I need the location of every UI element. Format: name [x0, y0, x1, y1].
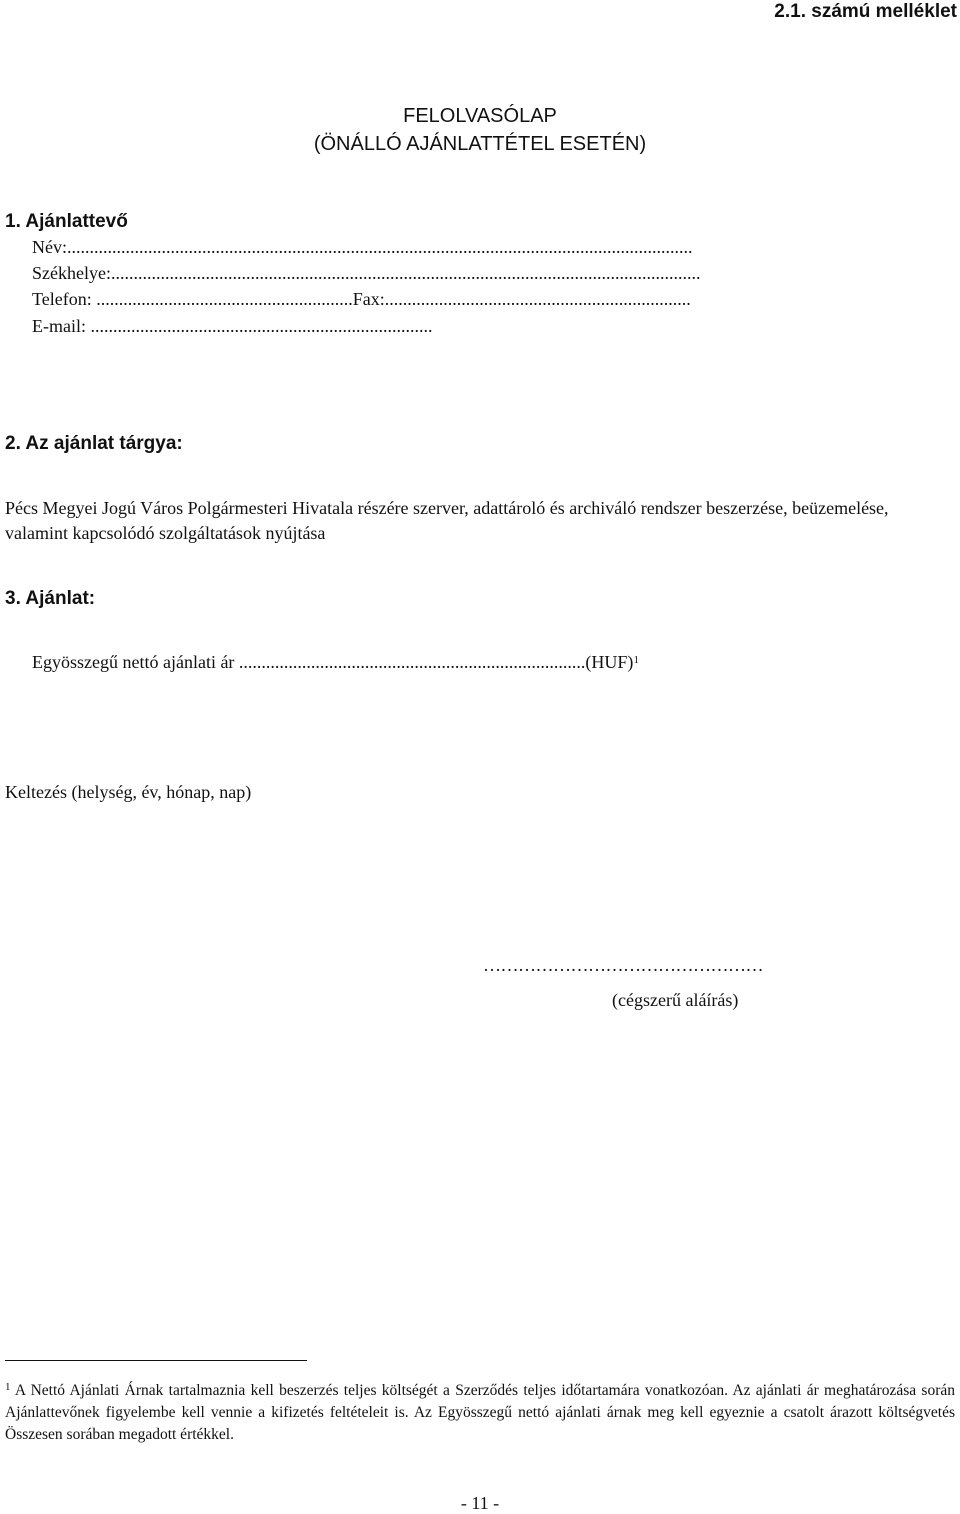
footnote-marker: 1 [5, 1381, 11, 1393]
signature-label: (cégszerű aláírás) [612, 990, 739, 1010]
document-title: FELOLVASÓLAP [403, 105, 557, 127]
email-field: E-mail: ............................................................................ [32, 316, 433, 336]
page-number: - 11 - [460, 1493, 500, 1513]
section-1-heading: 1. Ajánlattevő [5, 211, 128, 232]
price-line [32, 652, 639, 673]
price-line-text: Egyösszegű nettó ajánlati ár .............................................................................(HUF) [32, 652, 634, 672]
subject-paragraph: Pécs Megyei Jogú Város Polgármesteri Hivatala részére szerver, adattároló és archiváló rendszer beszerzése, beüzemelése, valamint kapcsolódó szolgáltatások nyújtása [5, 498, 889, 543]
footnote [5, 1376, 955, 1446]
dating-label: Keltezés (helység, év, hónap, nap) [5, 782, 252, 802]
phone-fax-field: Telefon: .........................................................Fax:.................................................................... [32, 289, 691, 309]
footnote-separator [5, 1360, 307, 1361]
price-footnote-marker: 1 [633, 654, 639, 666]
signature-line: ………………………………………… [483, 955, 763, 975]
footnote-text: A Nettó Ajánlati Árnak tartalmaznia kell beszerzés teljes költségét a Szerződés teljes időtartamára vonatkozóan. Az ajánlati ár meghatározása során Ajánlattevőnek figyelembe kell vennie a kifizetés feltételeit is. Az Egyösszegű nettó ajánlati árnak meg kell egyeznie a csatolt árazott költségvetés Összesen sorában megadott értékkel. [5, 1382, 955, 1443]
seat-field: Székhelye:................................................................................................................................... [32, 263, 701, 283]
section-2-heading: 2. Az ajánlat tárgya: [5, 433, 183, 454]
section-3-heading: 3. Ajánlat: [5, 588, 96, 609]
name-field: Név:........................................................................................................................................... [32, 237, 693, 257]
document-subtitle: (ÖNÁLLÓ AJÁNLATTÉTEL ESETÉN) [313, 133, 647, 155]
annex-label: 2.1. számú melléklet [774, 1, 957, 22]
